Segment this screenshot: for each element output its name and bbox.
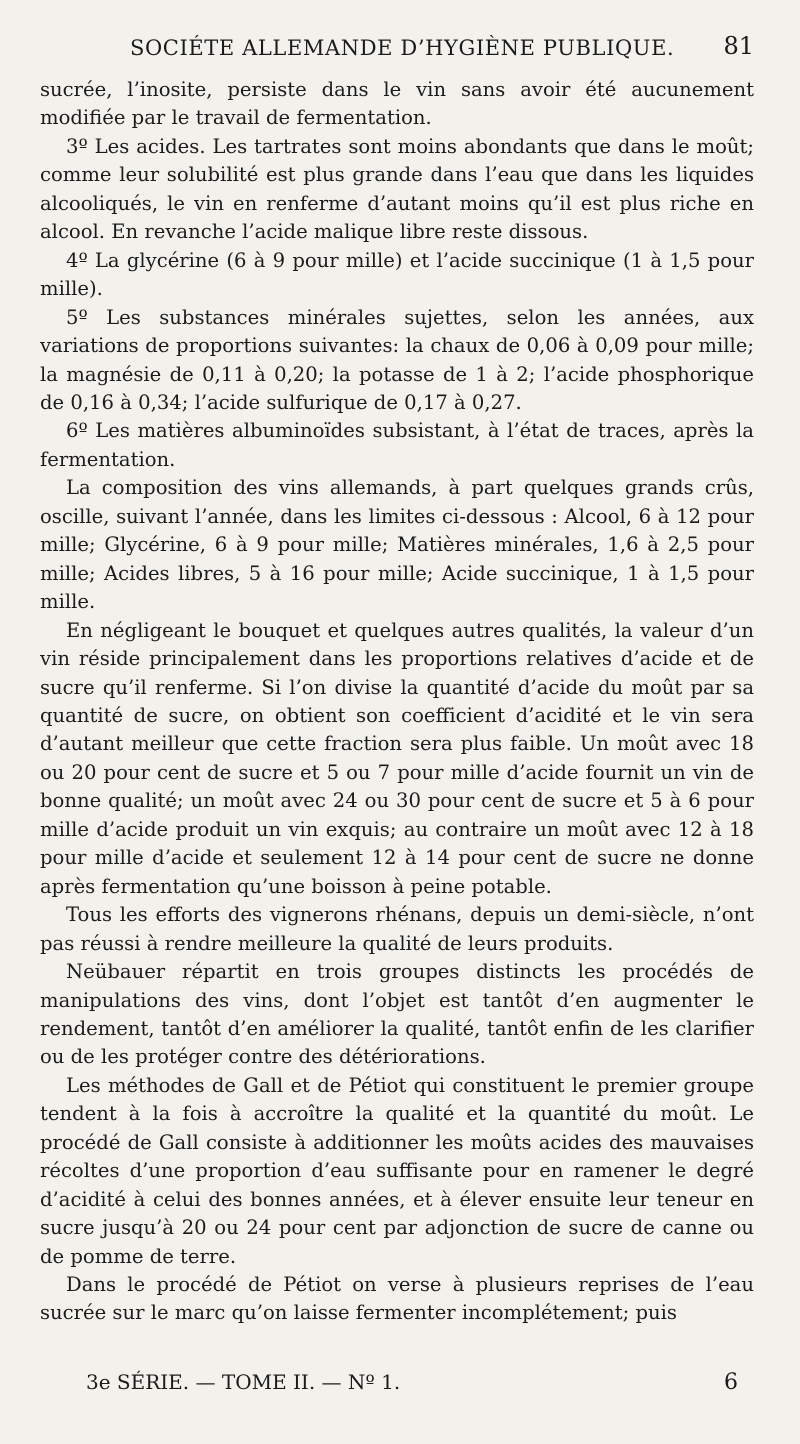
paragraph: Dans le procédé de Pétiot on verse à plusieurs reprises de l’eau sucrée sur le marc qu’on laisse fermenter incomplétement; puis	[40, 1273, 754, 1325]
paragraph: La composition des vins allemands, à part quelques grands crûs, oscille, suivant l’année, dans les limites ci-dessous : Alcool, 6 à 12 pour mille; Glycérine, 6 à 9 pour mille; Matières minérales, 1,6 à 2,5 pour mille; Acides libres, 5 à 16 pour mille; Acide succinique, 1 à 1,5 pour mille.	[40, 476, 754, 614]
paragraph: Neübauer répartit en trois groupes distincts les procédés de manipulations des vins, dont l’objet est tantôt d’en augmenter le rendement, tantôt d’en améliorer la qualité, tantôt enfin de les clarifier ou de les protéger contre des détériorations.	[40, 960, 754, 1069]
paragraph: 6º Les matières albuminoïdes subsistant, à l’état de traces, après la fermentation.	[40, 419, 754, 471]
paragraph: Les méthodes de Gall et de Pétiot qui constituent le premier groupe tendent à la fois à accroître la qualité et la quantité du moût. Le procédé de Gall consiste à additionner les moûts acides des mauvaises récoltes d’une proportion d’eau suffisante pour en ramener le degré d’acidité à celui des bonnes années, et à élever ensuite leur teneur en sucre jusqu’à 20 ou 24 pour cent par adjonction de sucre de canne ou de pomme de terre.	[40, 1073, 754, 1268]
running-head: SOCIÉTE ALLEMANDE D’HYGIÈNE PUBLIQUE.	[130, 36, 675, 60]
paragraph: sucrée, l’inosite, persiste dans le vin sans avoir été aucunement modifiée par le travail de fermentation.	[40, 78, 754, 130]
paragraph: Tous les efforts des vignerons rhénans, depuis un demi-siècle, n’ont pas réussi à rendre meilleure la qualité de leurs produits.	[40, 903, 754, 955]
page-footer	[86, 1370, 738, 1410]
paragraph: 4º La glycérine (6 à 9 pour mille) et l’acide succinique (1 à 1,5 pour mille).	[40, 248, 754, 301]
page-header	[40, 30, 754, 70]
paragraph: 5º Les substances minérales sujettes, selon les années, aux variations de proportions suivantes: la chaux de 0,06 à 0,09 pour mille; la magnésie de 0,11 à 0,20; la potasse de 1 à 2; l’acide phosphorique de 0,16 à 0,34; l’acide sulfurique de 0,17 à 0,27.	[40, 305, 754, 414]
paragraph: En négligeant le bouquet et quelques autres qualités, la valeur d’un vin réside principalement dans les proportions relatives d’acide et de sucre qu’il renferme. Si l’on divise la quantité d’acide du moût par sa quantité de sucre, on obtient son coefficient d’acidité et le vin sera d’autant meilleur que cette fraction sera plus faible. Un moût avec 18 ou 20 pour cent de sucre et 5 ou 7 pour mille d’acide fournit un vin de bonne qualité; un moût avec 24 ou 30 pour cent de sucre et 5 à 6 pour mille d’acide produit un vin exquis; au contraire un moût avec 12 à 18 pour mille d’acide et seulement 12 à 14 pour cent de sucre ne donne après fermentation qu’une boisson à peine potable.	[40, 618, 754, 898]
series-info: 3e SÉRIE. — TOME II. — Nº 1.	[86, 1370, 401, 1394]
body-text	[40, 76, 754, 1328]
signature-mark: 6	[724, 1370, 738, 1395]
paragraph: 3º Les acides. Les tartrates sont moins abondants que dans le moût; comme leur solubilité est plus grande dans l’eau que dans les liquides alcooliqués, le vin en renferme d’autant moins qu’il est plus riche en alcool. En revanche l’acide malique libre reste dissous.	[40, 134, 754, 244]
page-number: 81	[723, 32, 754, 60]
